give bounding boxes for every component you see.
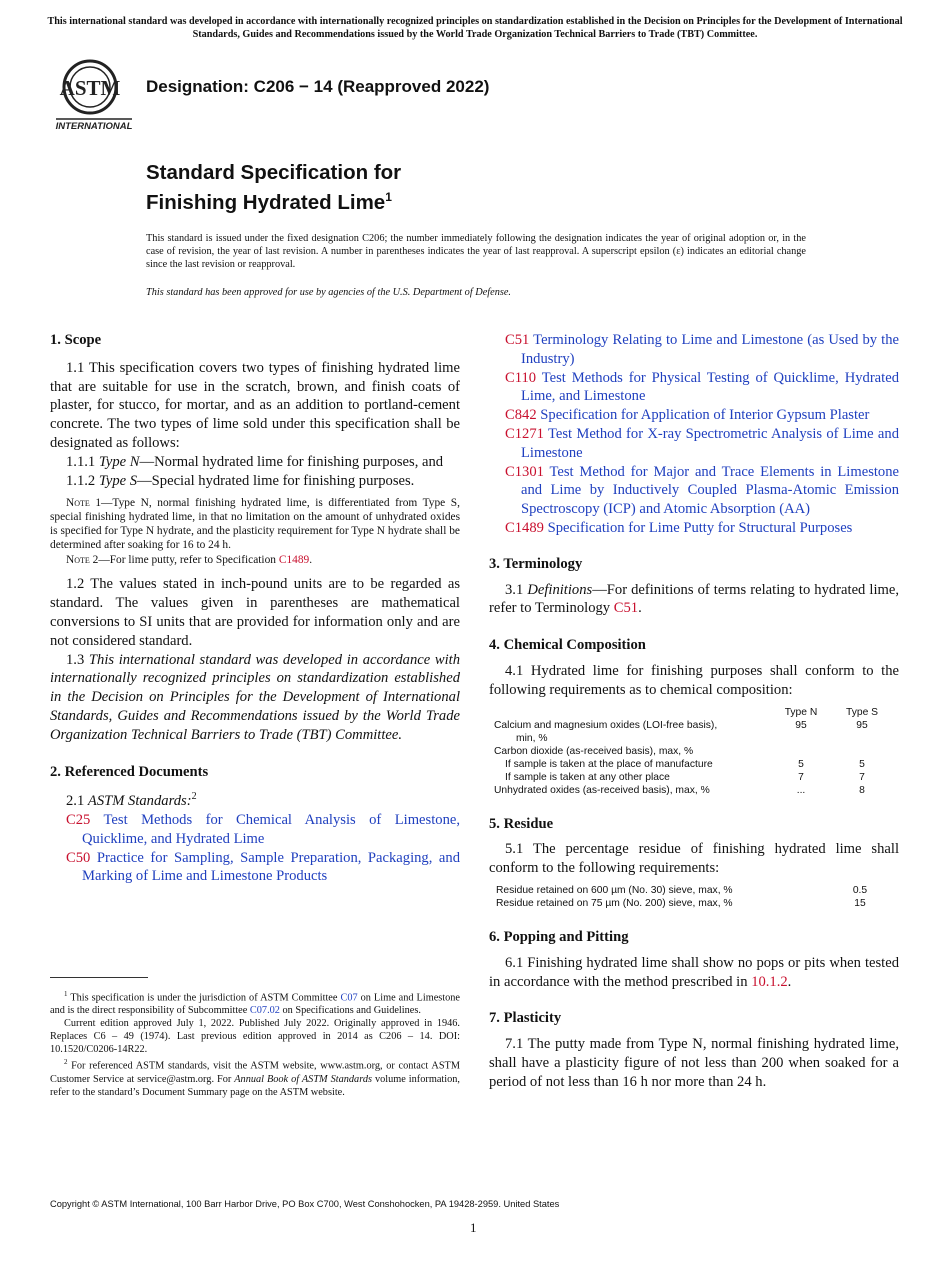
ref-code[interactable]: C25 (66, 811, 91, 828)
note-text: 2—For lime putty, refer to Specification (89, 553, 279, 566)
cell-value: 15 (854, 897, 866, 909)
footnote-marker: 2 (191, 791, 197, 803)
ref-title[interactable]: Specification for Lime Putty for Structural Purposes (547, 519, 853, 536)
ref-title[interactable]: Test Methods for Physical Testing of Quicklime, Hydrated Lime, and Limestone (521, 369, 899, 405)
ref-code[interactable]: C1271 (505, 425, 544, 442)
top-notice: This international standard was developed in accordance with internationally recognized principles on standardization established in the Decision on Principles for the Development of International Standards, Guides and Recommendations issued by the World Trade Organization Technical Barriers to Trade (TBT) Committee. (47, 16, 903, 40)
table-row (496, 897, 880, 910)
footnote-italic: Annual Book of ASTM Standards (234, 1073, 372, 1085)
ref-item[interactable] (505, 331, 899, 369)
cell-type-s: 5 (859, 758, 865, 770)
footnotes (50, 988, 460, 1099)
para-text: —Special hydrated lime for finishing purposes. (137, 472, 415, 489)
footnote-text: on Lime and Limestone and is the direct responsibility of Subcommittee (50, 992, 461, 1017)
ref-item[interactable] (505, 519, 899, 538)
para-number: 1.1.2 (66, 472, 96, 489)
row-label: Residue retained on 75 µm (No. 200) sieve, max, % (496, 897, 733, 909)
para-text: —For definitions of terms relating to hydrated lime, refer to Terminology (489, 581, 899, 617)
ref-title[interactable]: Test Methods for Chemical Analysis of Limestone, Quicklime, and Hydrated Lime (82, 811, 460, 847)
footnote-text: on Specifications and Guidelines. (279, 1005, 421, 1017)
footnote-1-edition: Current edition approved July 1, 2022. Published July 2022. Originally approved in 1946. Replaces C6 – 49 (1974). Last previous edition approved in 2014 as C206 – 14. DOI: 10.1520/C0206-14R22. (50, 1018, 460, 1056)
para-1-1: 1.1 This specification covers two types of finishing hydrated lime that are suitable for use in the scratch, brown, and finish coats of plaster, for stucco, for mortar, and as an addition to portland-cement concrete. The two types of lime sold under this specification shall be designated as follows: (50, 359, 460, 451)
refdocs-heading: 2. Referenced Documents (50, 763, 209, 780)
para-3-1 (489, 581, 899, 619)
para-1-1-1 (50, 453, 460, 472)
row-label: Unhydrated oxides (as-received basis), max, % (494, 784, 710, 796)
cell-type-s: 8 (859, 784, 865, 796)
footnote-1 (50, 988, 460, 1017)
title-footnote-marker: 1 (385, 190, 392, 204)
footnote-text: For referenced ASTM standards, visit the ASTM website, www.astm.org, or contact ASTM Customer Service at service@astm.org. For (50, 1060, 460, 1085)
residue-table (496, 884, 880, 910)
para-7-1: 7.1 The putty made from Type N, normal finishing hydrated lime, shall have a plasticity figure of not less than 200 when soaked for a period of not less than 16 h nor more than 24 h. (489, 1036, 899, 1090)
note-text: 1—Type N, normal finishing hydrated lime, is differentiated from Type S, special finishing hydrated lime, in that no limitation on the amount of unhydrated oxides is specified for Type N hydrate, and the plasticity requirement for Type N hydrate shall be determined after soaking for 16 to 24 h. (50, 497, 460, 551)
cell-type-n: ... (796, 784, 806, 796)
para-number: 1.3 (66, 651, 85, 668)
para-number: 2.1 (66, 793, 85, 810)
ref-item[interactable] (505, 463, 899, 519)
chemical-heading: 4. Chemical Composition (489, 637, 646, 654)
row-label: If sample is taken at any other place (505, 771, 670, 783)
para-text: 6.1 Finishing hydrated lime shall show no pops or pits when tested in accordance with the method prescribed in (489, 954, 899, 990)
para-4-1: 4.1 Hydrated lime for finishing purposes shall conform to the following requirements as to chemical composition: (489, 662, 899, 698)
footnote-rule (50, 977, 148, 978)
footnote-marker: 2 (64, 1058, 68, 1067)
para-2-1 (50, 788, 460, 811)
table-header-row (494, 706, 894, 719)
para-text: —Normal hydrated lime for finishing purposes, and (139, 453, 444, 470)
para-number: 1.1.1 (66, 453, 96, 470)
col-type-n: Type N (784, 706, 818, 718)
title-line-2 (146, 185, 401, 215)
residue-heading: 5. Residue (489, 815, 554, 832)
table-row (494, 771, 894, 784)
row-label-cont: min, % (516, 732, 548, 744)
note-1 (50, 497, 460, 552)
note-end: . (309, 553, 313, 566)
designation: Designation: C206 − 14 (Reapproved 2022) (146, 77, 490, 96)
ref-code[interactable]: C110 (505, 369, 537, 386)
logo-subtext: INTERNATIONAL (55, 121, 133, 132)
footnote-text: volume information, refer to the standard’s Document Summary page on the ASTM website. (50, 1073, 460, 1098)
link-10-1-2[interactable]: 10.1.2 (751, 973, 788, 990)
col-type-s: Type S (845, 706, 879, 718)
para-1-1-2 (50, 472, 460, 491)
ref-title[interactable]: Test Method for Major and Trace Elements in Limestone and Lime by Inductively Coupled Plasma-Atomic Emission Spectroscopy (ICP) and Atomic Absorption (AA) (521, 463, 899, 518)
page-number: 1 (470, 1220, 477, 1235)
cell-type-n: 7 (798, 771, 804, 783)
link-c07-02[interactable]: C07.02 (249, 1005, 280, 1017)
ref-code[interactable]: C51 (505, 332, 530, 348)
table-row (496, 884, 880, 897)
term: Definitions (527, 581, 593, 598)
row-label (494, 719, 772, 745)
page-title (146, 160, 401, 215)
para-1-3 (50, 651, 460, 745)
para-number: 3.1 (505, 581, 524, 598)
table-row (494, 745, 894, 758)
scope-heading: 1. Scope (50, 332, 102, 348)
ref-item[interactable] (505, 406, 899, 425)
ref-item[interactable] (66, 849, 460, 887)
note-label: Note (66, 497, 90, 510)
ref-item[interactable] (505, 369, 899, 407)
row-label: Carbon dioxide (as-received basis), max, % (494, 745, 694, 757)
para-text: This international standard was developed in accordance with internationally recognized principles on standardization established in the Decision on Principles for the Development of International Standards, Guides and Recommendations issued by the World Trade Organization Technical Barriers to Trade (TBT) Committee. (50, 651, 461, 743)
table-row (494, 758, 894, 771)
ref-code[interactable]: C50 (66, 849, 91, 866)
title-line-2-text: Finishing Hydrated Lime (146, 190, 386, 214)
ref-item[interactable] (505, 425, 899, 463)
terminology-heading: 3. Terminology (489, 555, 583, 572)
ref-code[interactable]: C842 (505, 407, 537, 424)
ref-code[interactable]: C1489 (505, 519, 544, 536)
footnote-marker: 1 (64, 990, 68, 998)
ref-code[interactable]: C1301 (505, 463, 544, 480)
note-2 (50, 554, 460, 568)
ref-title[interactable]: Test Method for X-ray Spectrometric Analysis of Lime and Limestone (521, 425, 899, 461)
cell-type-n: 95 (795, 719, 807, 731)
cell-type-s: 7 (859, 771, 865, 783)
para-end: . (787, 973, 792, 990)
astm-logo (52, 57, 136, 133)
cell-value: 0.5 (852, 884, 868, 896)
chemical-table (494, 706, 894, 797)
link-c51[interactable]: C51 (613, 600, 639, 617)
para-6-1 (489, 954, 899, 992)
type-s-term: Type S (98, 472, 138, 489)
table-row (494, 784, 894, 797)
ref-title[interactable]: Terminology Relating to Lime and Limestone (as Used by the Industry) (521, 332, 899, 367)
preface: This standard is issued under the fixed designation C206; the number immediately following the designation indicates the year of original adoption or, in the case of revision, the year of last revision. A number in parentheses indicates the year of last reapproval. A superscript epsilon (ε) indicates an editorial change since the last revision or reapproval. (146, 233, 806, 270)
ref-title[interactable]: Practice for Sampling, Sample Preparation, Packaging, and Marking of Lime and Limestone Products (82, 849, 460, 885)
para-text: ASTM Standards: (87, 793, 192, 810)
footnote-2 (50, 1056, 460, 1098)
popping-heading: 6. Popping and Pitting (489, 928, 629, 945)
right-column (489, 331, 899, 1092)
copyright: Copyright © ASTM International, 100 Barr Harbor Drive, PO Box C700, West Conshohocken, PA 19428-2959. United States (50, 1199, 560, 1209)
logo-letters: ASTM (59, 76, 121, 100)
table-row (494, 719, 894, 745)
row-label: If sample is taken at the place of manufacture (505, 758, 713, 770)
para-1-2: 1.2 The values stated in inch-pound units are to be regarded as standard. The values given in parentheses are mathematical conversions to SI units that are provided for information only and are not considered standard. (50, 576, 460, 649)
para-5-1: 5.1 The percentage residue of finishing hydrated lime shall conform to the following requirements: (489, 841, 899, 877)
para-end: . (638, 600, 642, 617)
plasticity-heading: 7. Plasticity (489, 1010, 562, 1027)
title-line-1: Standard Specification for (146, 161, 402, 184)
dod-approval: This standard has been approved for use by agencies of the U.S. Department of Defense. (146, 287, 512, 298)
row-label: Residue retained on 600 µm (No. 30) sieve, max, % (496, 884, 733, 896)
note-label: Note (66, 553, 90, 566)
ref-item[interactable] (66, 811, 460, 849)
link-c1489[interactable]: C1489 (278, 553, 310, 566)
row-label-text: Calcium and magnesium oxides (LOI-free basis), (494, 719, 718, 731)
link-c07[interactable]: C07 (340, 992, 358, 1004)
ref-title[interactable]: Specification for Application of Interior Gypsum Plaster (540, 407, 870, 424)
type-n-term: Type N (98, 453, 140, 470)
cell-type-n: 5 (798, 758, 804, 770)
left-column (50, 331, 460, 886)
footnote-text: This specification is under the jurisdiction of ASTM Committee (67, 992, 341, 1004)
cell-type-s: 95 (856, 719, 868, 731)
